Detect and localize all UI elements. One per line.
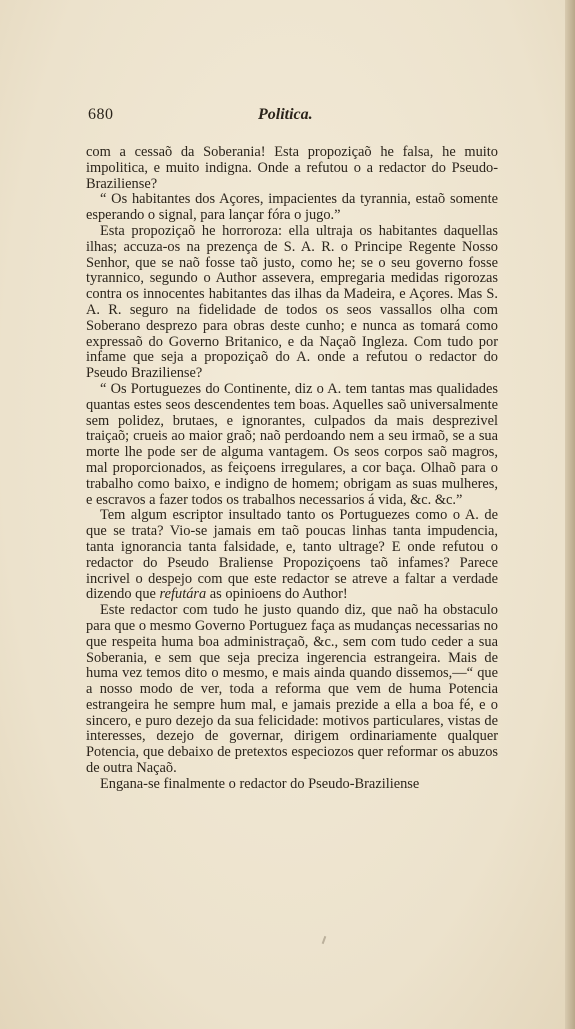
body-text [86, 145, 498, 793]
page-number: 680 [88, 106, 114, 123]
paragraph-text: “ Os habitantes dos Açores, impacientes da tyrannia, estaõ somente esperando o signal, para lançar fóra o jugo.” [86, 191, 498, 224]
italic-word: refutára [159, 586, 207, 603]
paragraph-3 [86, 224, 498, 382]
paragraph-5 [86, 508, 498, 603]
running-title: Politica. [258, 106, 313, 123]
paragraph-4-quote-portuguese [86, 382, 498, 508]
paragraph-6 [86, 603, 498, 777]
paragraph-text: Tem algum escriptor insultado tanto os Portuguezes como o A. de que se trata? Vio-se jamais em taõ poucas linhas tanta impudencia, tanta ignorancia tanta falsidade, e, tanto ultrage? E onde refutou o redactor do Pseudo Braliense Propoziçoens taõ infames? Parece incrivel o despejo com que este redactor se atreve a faltar a verdade dizendo que [86, 507, 498, 603]
paragraph-2-quote-azores [86, 192, 498, 224]
paragraph-1 [86, 145, 498, 192]
paragraph-text: Este redactor com tudo he justo quando diz, que naõ ha obstaculo para que o mesmo Governo Portuguez faça as mudanças necessarias no que respeita huma boa administraçaõ, &c., sem com tudo ceder a sua Soberania, e sem que seja preciza ingerencia estrangeira. Mais de huma vez temos dito o mesmo, e mais ainda quando dissemos,—“ que a nosso modo de ver, toda a reforma que vem de huma Potencia estrangeira he sempre hum mal, e jamais prezide a ella a boa fé, e o sincero, e puro dezejo da sua felicidade: motivos particulares, vistas de interesses, dezejo de governar, dirigem ordinariamente qualquer Potencia, que debaixo de pretextos especiozos quer reformar os abuzos de outra Naçaõ. [86, 602, 498, 777]
paper-speck [322, 936, 327, 944]
paragraph-text: com a cessaõ da Soberania! Esta propoziçaõ he falsa, he muito impolitica, e muito indigna. Onde a refutou o a redactor do Pseudo-Braziliense? [86, 144, 498, 192]
paragraph-7 [86, 777, 498, 793]
paragraph-tail: as opinioens do Author! [206, 586, 348, 603]
paragraph-text: “ Os Portuguezes do Continente, diz o A. tem tantas mas qualidades quantas estes seos descendentes tem boas. Aquelles saõ universalmente sem polidez, brutaes, e ignorantes, culpados da mais desprezivel traiçaõ; crueis ao maior graõ; naõ perdoando nem a seu irmaõ, se a sua morte lhe pode ser de alguma vantagem. Os seos corpos saõ magros, mal proporcionados, as feiçoens irregulares, a cor baça. Olhaõ para o trabalho como baixo, e indigno de homem; obrigam as suas mulheres, e escravos a fazer todos os trabalhos necessarios á vida, &c. &c.” [86, 380, 498, 508]
page-header [88, 106, 498, 128]
page-edge-shadow [565, 0, 575, 1029]
paragraph-text: Esta propoziçaõ he horroroza: ella ultraja os habitantes daquellas ilhas; accuza-os na prezença de S. A. R. o Principe Regente Nosso Senhor, que se naõ fosse taõ justo, como he; se o seu governo fosse tyrannico, segundo o Author assevera, empregaria medidas rigorozas contra os innocentes habitantes das ilhas da Madeira, e Açores. Mas S. A. R. seguro na fidelidade de todos os seos vassallos olha com Soberano desprezo para obras deste cunho; e nunca as tomará como expressaõ do Governo Britanico, e da Naçaõ Ingleza. Com tudo por infame que seja a propoziçaõ do A. onde a refutou o redactor do Pseudo Braziliense? [86, 222, 498, 382]
paragraph-text: Engana-se finalmente o redactor do Pseudo-Braziliense [100, 775, 420, 792]
